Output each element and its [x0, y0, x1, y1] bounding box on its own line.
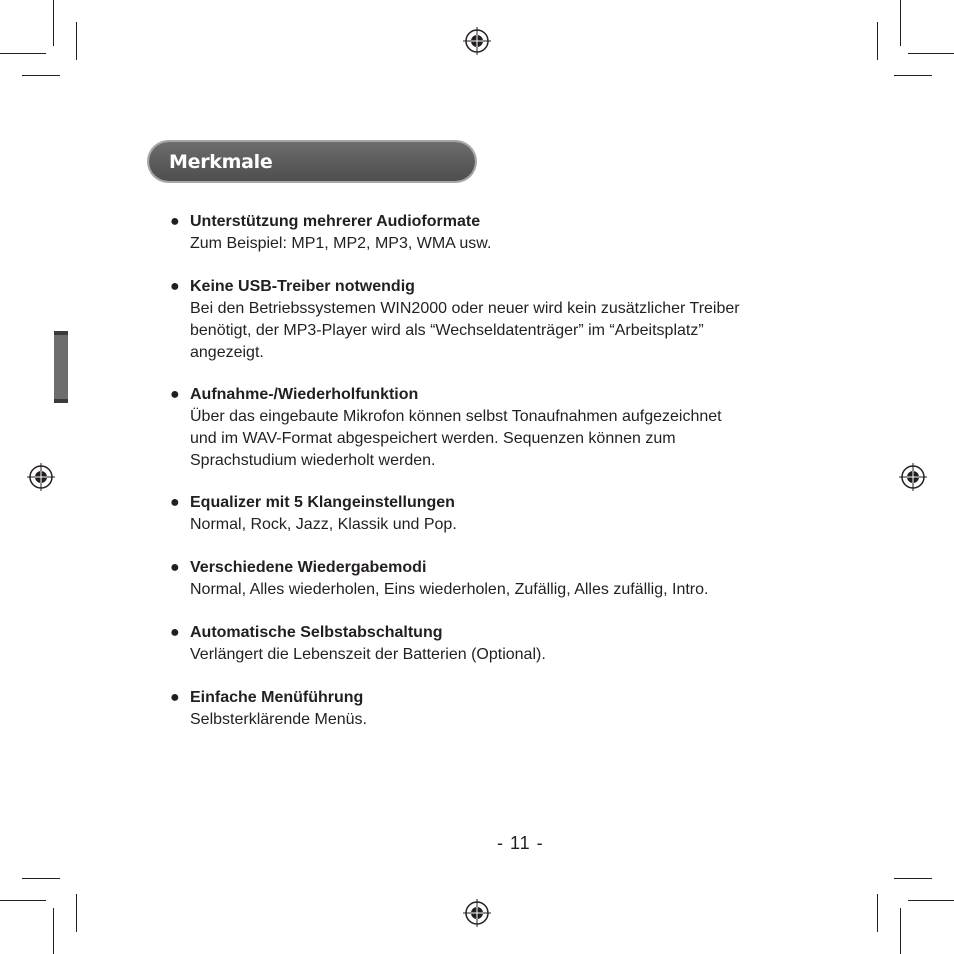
feature-title: Einfache Menüführung [190, 689, 364, 706]
description-line: Bei den Betriebssystemen WIN2000 oder neuer wird kein zusätzlicher Treiber [190, 300, 740, 317]
crop-mark [22, 75, 60, 76]
description-line: Selbsterklärende Menüs. [190, 711, 367, 728]
bullet-icon: ● [170, 689, 180, 706]
feature-item [170, 557, 830, 601]
bullet-icon: ● [170, 213, 180, 230]
feature-title: Aufnahme-/Wiederholfunktion [190, 386, 419, 403]
feature-description [170, 514, 830, 536]
crop-mark [908, 900, 954, 901]
description-line: Normal, Alles wiederholen, Eins wiederholen, Zufällig, Alles zufällig, Intro. [190, 581, 709, 598]
feature-item [170, 492, 830, 536]
crop-mark [877, 22, 878, 60]
crop-mark [908, 53, 954, 54]
feature-item [170, 276, 830, 364]
crop-mark [894, 878, 932, 879]
feature-item [170, 384, 830, 472]
feature-title: Equalizer mit 5 Klangeinstellungen [190, 494, 455, 511]
feature-description [170, 644, 830, 666]
description-line: Sprachstudium wiederholt werden. [190, 452, 436, 469]
bullet-icon: ● [170, 624, 180, 641]
bullet-icon: ● [170, 278, 180, 295]
feature-title: Automatische Selbstabschaltung [190, 624, 443, 641]
crop-mark [900, 908, 901, 954]
crop-mark [894, 75, 932, 76]
registration-mark-icon [462, 26, 492, 56]
chapter-tab [54, 331, 68, 403]
feature-item [170, 211, 830, 255]
crop-mark [22, 878, 60, 879]
registration-mark-icon [462, 898, 492, 928]
bullet-icon: ● [170, 386, 180, 403]
crop-mark [53, 0, 54, 46]
crop-mark [76, 22, 77, 60]
feature-title: Unterstützung mehrerer Audioformate [190, 213, 481, 230]
feature-description [170, 709, 830, 731]
feature-item [170, 622, 830, 666]
section-header [149, 142, 475, 181]
crop-mark [900, 0, 901, 46]
bullet-icon: ● [170, 559, 180, 576]
feature-title: Keine USB-Treiber notwendig [190, 278, 415, 295]
crop-mark [53, 908, 54, 954]
bullet-icon: ● [170, 494, 180, 511]
registration-mark-icon [898, 462, 928, 492]
registration-mark-icon [26, 462, 56, 492]
feature-title: Verschiedene Wiedergabemodi [190, 559, 427, 576]
description-line: angezeigt. [190, 344, 264, 361]
feature-description [170, 298, 830, 364]
feature-description [170, 406, 830, 472]
crop-mark [0, 53, 46, 54]
feature-item [170, 687, 830, 731]
description-line: und im WAV-Format abgespeichert werden. Sequenzen können zum [190, 430, 676, 447]
description-line: Zum Beispiel: MP1, MP2, MP3, WMA usw. [190, 235, 492, 252]
crop-mark [76, 894, 77, 932]
page-number: - 11 - [497, 833, 544, 853]
description-line: benötigt, der MP3-Player wird als “Wechseldatenträger” im “Arbeitsplatz” [190, 322, 704, 339]
description-line: Normal, Rock, Jazz, Klassik und Pop. [190, 516, 457, 533]
description-line: Über das eingebaute Mikrofon können selbst Tonaufnahmen aufgezeichnet [190, 408, 722, 425]
crop-mark [0, 900, 46, 901]
feature-description [170, 233, 830, 255]
description-line: Verlängert die Lebenszeit der Batterien (Optional). [190, 646, 546, 663]
section-title: Merkmale [169, 151, 273, 173]
feature-description [170, 579, 830, 601]
crop-mark [877, 894, 878, 932]
